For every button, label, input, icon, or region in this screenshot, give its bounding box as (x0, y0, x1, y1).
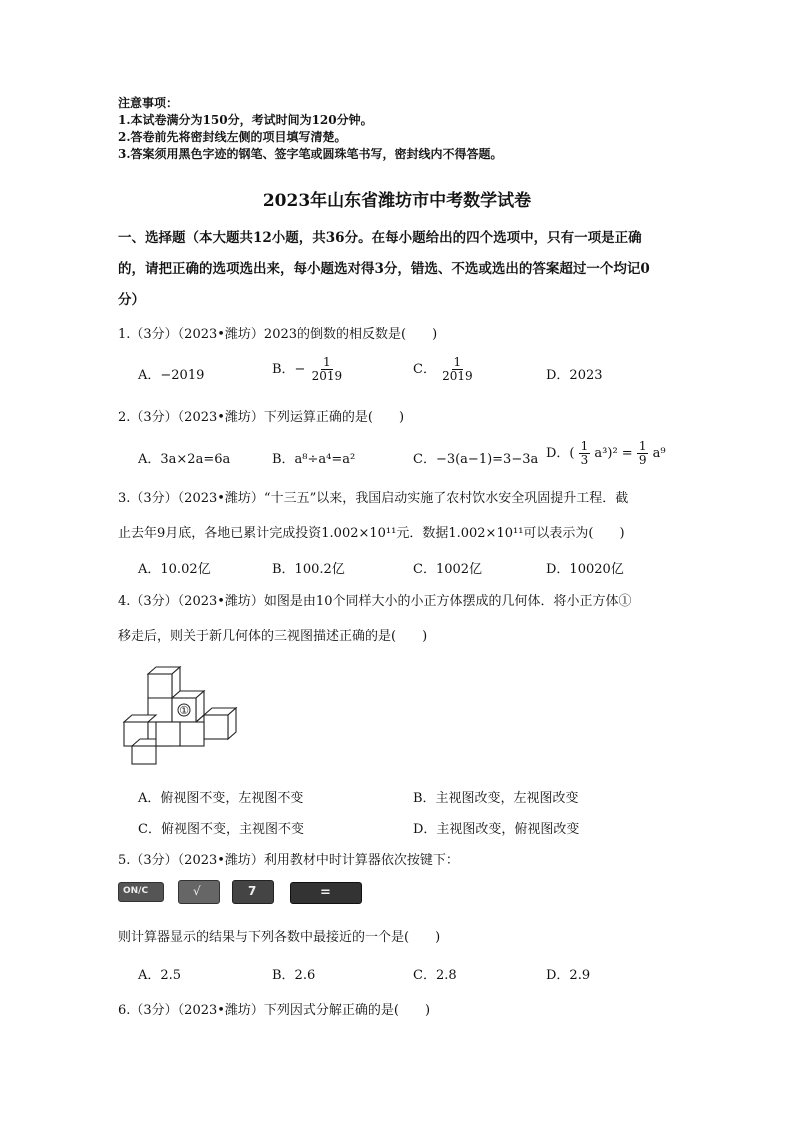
q4-option-a: A．俯视图不变，左视图不变 (138, 791, 304, 806)
q4-option-c: C．俯视图不变，主视图不变 (138, 822, 304, 837)
q1-option-c (413, 356, 475, 383)
question-6-stem: 6.（3分）（2023•潍坊）下列因式分解正确的是( ) (118, 1003, 431, 1018)
q1-option-b-denominator: 2019 (311, 369, 343, 383)
question-4-line-2: 移走后，则关于新几何体的三视图描述正确的是( ) (118, 629, 428, 644)
question-3-line-2: 止去年9月底，各地已累计完成投资1.002×10¹¹元．数据1.002×10¹¹可以表示为( ) (118, 526, 625, 541)
question-3-line-1: 3.（3分）（2023•潍坊）“十三五”以来，我国启动实施了农村饮水安全巩固提升工程．截 (118, 491, 629, 506)
q1-option-d: D．2023 (546, 368, 603, 383)
q2-option-d-prefix: D．( (546, 446, 575, 461)
cube-label-1: ① (179, 704, 189, 717)
calculator-key-7-label: 7 (248, 884, 257, 898)
calculator-key-on-c-label: ON/C (123, 886, 149, 896)
q1-option-b-prefix: B．− (272, 362, 306, 377)
q2-option-d-suffix: a⁹ (652, 446, 666, 461)
q5-option-a: A．2.5 (138, 968, 182, 983)
section-1-line-1: 一、选择题（本大题共12小题，共36分。在每小题给出的四个选项中，只有一项是正确 (118, 230, 642, 246)
q5-option-d: D．2.9 (546, 968, 591, 983)
q2-option-d-denominator-2: 9 (638, 453, 647, 467)
q1-option-c-numerator: 1 (453, 355, 462, 369)
q3-option-b: B．100.2亿 (272, 562, 345, 577)
q3-option-d: D．10020亿 (546, 562, 624, 577)
q1-option-a: A．−2019 (138, 368, 205, 383)
notice-item-1: 1.本试卷满分为150分，考试时间为120分钟。 (118, 113, 373, 127)
q2-option-d-numerator-1: 1 (580, 439, 589, 453)
calculator-key-equals (290, 882, 362, 904)
q2-option-d-middle: a³)² = (594, 446, 633, 461)
notice-item-3: 3.答案须用黑色字迹的钢笔、签字笔或圆珠笔书写，密封线内不得答题。 (118, 147, 503, 161)
q1-option-b-fraction (310, 356, 345, 383)
calculator-key-sqrt (178, 880, 220, 904)
question-5-stem: 5.（3分）（2023•潍坊）利用教材中时计算器依次按键下： (118, 853, 459, 868)
question-1-stem: 1.（3分）（2023•潍坊）2023的倒数的相反数是( ) (118, 327, 438, 342)
q1-option-b (272, 356, 344, 383)
q2-option-d-numerator-2: 1 (638, 439, 647, 453)
calculator-key-on-c (118, 882, 164, 902)
question-2-stem: 2.（3分）（2023•潍坊）下列运算正确的是( ) (118, 410, 405, 425)
q2-option-d-fraction-1 (579, 440, 591, 467)
q5-option-b: B．2.6 (272, 968, 316, 983)
q2-option-d-fraction-2 (637, 440, 649, 467)
q1-option-c-fraction (440, 356, 475, 383)
q4-option-d: D．主视图改变，俯视图改变 (413, 822, 580, 837)
q2-option-c: C．−3(a−1)=3−3a (413, 452, 539, 467)
question-4-line-1: 4.（3分）（2023•潍坊）如图是由10个同样大小的小正方体摆成的几何体．将小正方体① (118, 594, 632, 609)
calculator-key-sqrt-label: √ (193, 884, 201, 898)
cube-figure (120, 664, 244, 766)
q2-option-d-denominator-1: 3 (580, 453, 589, 467)
question-5-line-2: 则计算器显示的结果与下列各数中最接近的一个是( ) (118, 930, 441, 945)
section-1-line-2: 的，请把正确的选项选出来，每小题选对得3分，错选、不选或选出的答案超过一个均记0 (118, 261, 650, 277)
q5-option-c: C．2.8 (413, 968, 457, 983)
q1-option-c-denominator: 2019 (442, 369, 473, 383)
notice-item-2: 2.答卷前先将密封线左侧的项目填写清楚。 (118, 130, 347, 144)
q2-option-b: B．a⁸÷a⁴=a² (272, 452, 356, 467)
q2-option-d (546, 440, 666, 467)
q1-option-c-prefix: C． (413, 362, 436, 377)
q2-option-a: A．3a×2a=6a (138, 452, 231, 467)
q4-option-b: B．主视图改变，左视图改变 (413, 791, 579, 806)
calculator-key-7 (232, 880, 274, 904)
q1-option-b-numerator: 1 (323, 355, 331, 369)
q3-option-a: A．10.02亿 (138, 562, 211, 577)
notice-heading: 注意事项： (118, 96, 179, 110)
exam-title: 2023年山东省潍坊市中考数学试卷 (262, 191, 532, 211)
calculator-key-equals-label: = (320, 885, 331, 900)
q3-option-c: C．1002亿 (413, 562, 483, 577)
section-1-line-3: 分） (118, 292, 145, 308)
